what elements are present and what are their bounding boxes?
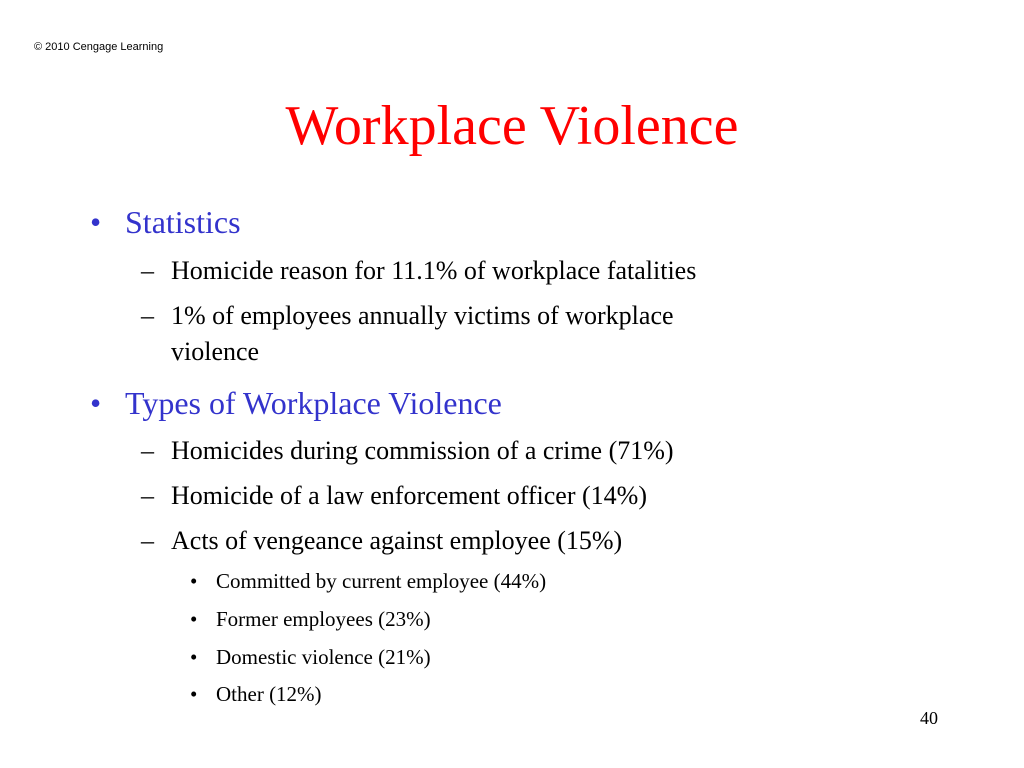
sub-sub-item-text: Committed by current employee (44%) [216, 569, 547, 593]
sub-item-employee-victims-cont [171, 337, 259, 367]
sub-item-text: Homicide of a law enforcement officer (14%) [171, 481, 647, 510]
bullet-marker: • [90, 204, 102, 240]
sub-sub-item-text: Domestic violence (21%) [216, 645, 431, 669]
dash-marker: – [141, 301, 154, 330]
dash-marker: – [141, 256, 154, 285]
sub-item-text: Homicide reason for 11.1% of workplace fatalities [171, 256, 697, 285]
bullet-marker: • [90, 385, 102, 421]
sub-item-text: 1% of employees annually victims of workplace [171, 301, 674, 330]
sub-item-text-continued: violence [171, 337, 260, 366]
sub-item-text: Acts of vengeance against employee (15%) [171, 526, 623, 555]
dash-marker: – [141, 436, 154, 465]
sub-sub-item-text: Other (12%) [216, 682, 322, 706]
bullet-marker: • [190, 682, 198, 706]
dash-marker: – [141, 481, 154, 510]
bullet-marker: • [190, 645, 198, 669]
sub-item-text: Homicides during commission of a crime (71%) [171, 436, 674, 465]
bullet-types-label: Types of Workplace Violence [125, 385, 502, 421]
bullet-statistics-label: Statistics [125, 204, 241, 240]
page-number: 40 [920, 708, 938, 728]
bullet-marker: • [190, 607, 198, 631]
dash-marker: – [141, 526, 154, 555]
copyright-notice: © 2010 Cengage Learning [34, 41, 164, 53]
sub-sub-item-text: Former employees (23%) [216, 607, 431, 631]
slide-title: Workplace Violence [285, 95, 739, 157]
bullet-marker: • [190, 569, 198, 593]
